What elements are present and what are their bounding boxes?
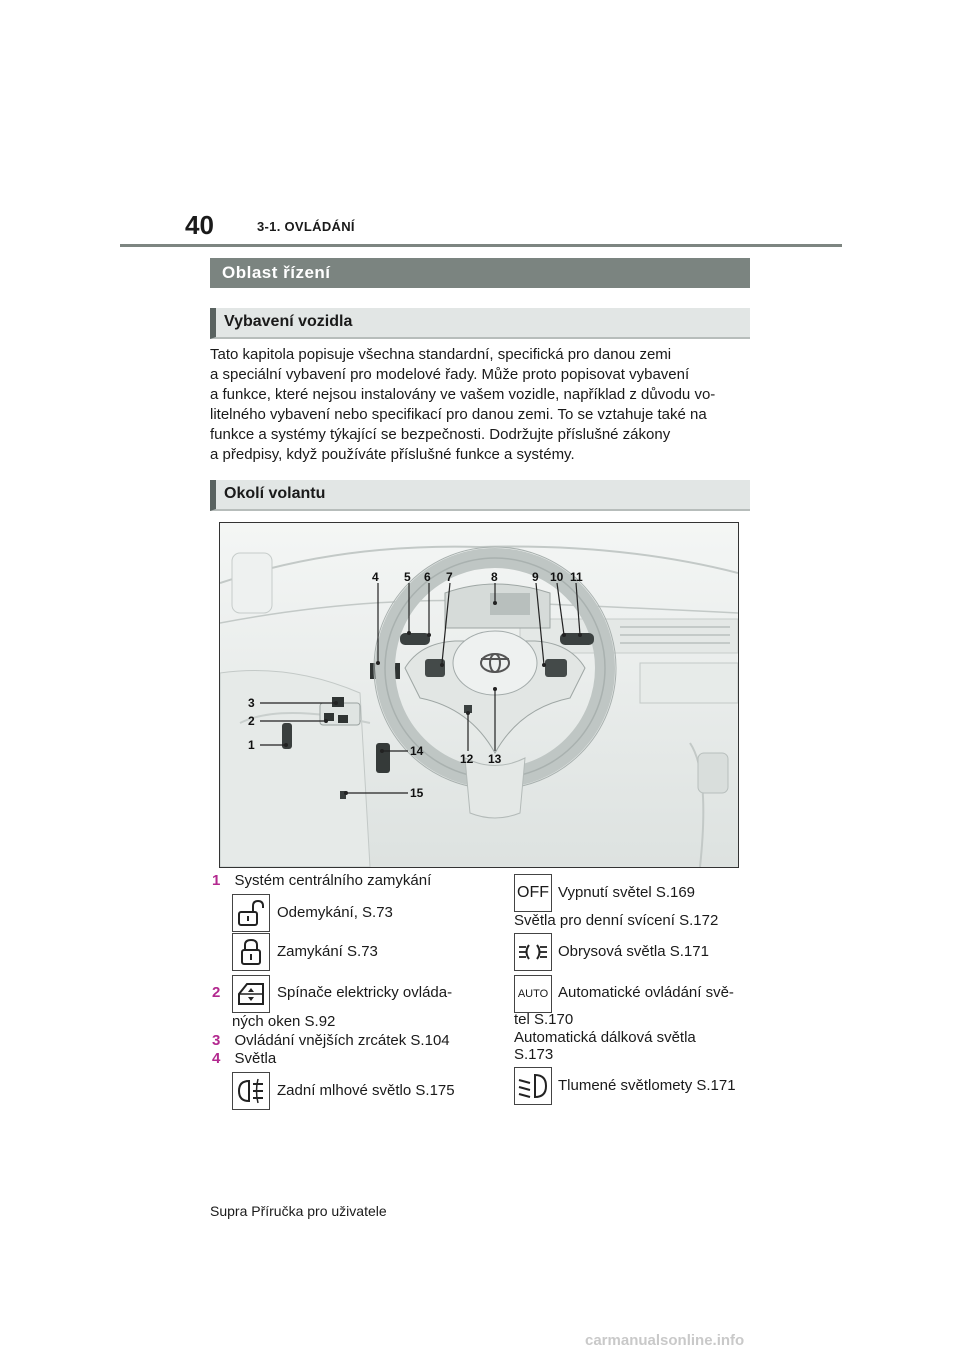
callout-15: 15 — [410, 786, 424, 800]
callout-6: 6 — [424, 570, 431, 584]
intro-line: a předpisy, když používáte příslušné funkce a systémy. — [210, 446, 575, 463]
header-rule — [120, 244, 842, 247]
callout-11: 11 — [570, 570, 583, 584]
callout-14: 14 — [410, 744, 424, 758]
item-4: 4 Světla — [212, 1050, 277, 1067]
item-2-text-a: Spínače elektricky ovláda- — [277, 984, 453, 1001]
lock-text: Zamykání S.73 — [277, 943, 378, 960]
rear-fog-light-icon — [232, 1072, 270, 1110]
high-beam-text-a: Automatická dálková světla — [514, 1029, 696, 1046]
callout-9: 9 — [532, 570, 539, 584]
section-heading — [210, 258, 750, 288]
callout-13: 13 — [488, 752, 502, 766]
parking-light-icon — [514, 933, 552, 971]
auto-icon: AUTO — [514, 975, 552, 1013]
intro-line: Tato kapitola popisuje všechna standardní, specifická pro danou zemi — [210, 346, 672, 363]
cockpit-illustration — [219, 522, 739, 868]
unlock-icon — [232, 894, 270, 932]
item-1 — [212, 872, 431, 890]
item-2-text-b: ných oken S.92 — [232, 1013, 336, 1030]
watermark: carmanualsonline.info — [585, 1332, 745, 1349]
item-3: 3 Ovládání vnějších zrcátek S.104 — [212, 1032, 450, 1049]
item-number: 1 — [212, 872, 221, 889]
subsection-title-equipment: Vybavení vozidla — [224, 313, 353, 330]
chapter-title: 3-1. OVLÁDÁNÍ — [257, 219, 355, 234]
callout-10: 10 — [550, 570, 564, 584]
footer-title: Supra Příručka pro uživatele — [210, 1203, 387, 1219]
intro-line: a speciální vybavení pro modelové řady. Může proto popisovat vybavení — [210, 366, 690, 383]
lock-icon — [232, 933, 270, 971]
callout-1: 1 — [248, 738, 255, 752]
page-number: 40 — [185, 210, 214, 240]
rear-fog-text: Zadní mlhové světlo S.175 — [277, 1082, 455, 1099]
callout-7: 7 — [446, 570, 453, 584]
parking-text: Obrysová světla S.171 — [558, 943, 709, 960]
cockpit-drawing — [220, 523, 738, 867]
callout-4: 4 — [372, 570, 379, 584]
callout-12: 12 — [460, 752, 474, 766]
low-beam-icon — [514, 1067, 552, 1105]
section-title: Oblast řízení — [222, 263, 331, 282]
intro-paragraph — [210, 345, 755, 465]
item-2-number: 2 — [212, 984, 221, 1001]
auto-text-a: Automatické ovládání svě- — [558, 984, 734, 1001]
intro-line: litelného vybavení nebo specifikací pro danou zemi. To se vztahuje také na — [210, 406, 707, 423]
subsection-title-steering: Okolí volantu — [224, 485, 326, 502]
item-label: Systém centrálního zamykání — [234, 872, 432, 889]
intro-line: a funkce, které nejsou instalovány ve vašem vozidle, například z důvodu vo- — [210, 386, 716, 403]
callout-8: 8 — [491, 570, 498, 584]
off-icon: OFF — [514, 874, 552, 912]
intro-line: funkce a systémy týkající se bezpečnosti. Dodržujte příslušné zákony — [210, 426, 671, 443]
window-switch-icon — [232, 975, 270, 1013]
drl-text: Světla pro denní svícení S.172 — [514, 912, 719, 929]
high-beam-text-b: S.173 — [514, 1046, 554, 1063]
off-text: Vypnutí světel S.169 — [558, 884, 696, 901]
low-beam-text: Tlumené světlomety S.171 — [558, 1077, 736, 1094]
auto-text-b: tel S.170 — [514, 1011, 574, 1028]
subsection-heading-equipment — [210, 308, 750, 339]
subsection-heading-steering — [210, 480, 750, 511]
callout-5: 5 — [404, 570, 411, 584]
callout-2: 2 — [248, 714, 255, 728]
callout-3: 3 — [248, 696, 255, 710]
unlock-text: Odemykání, S.73 — [277, 904, 393, 921]
